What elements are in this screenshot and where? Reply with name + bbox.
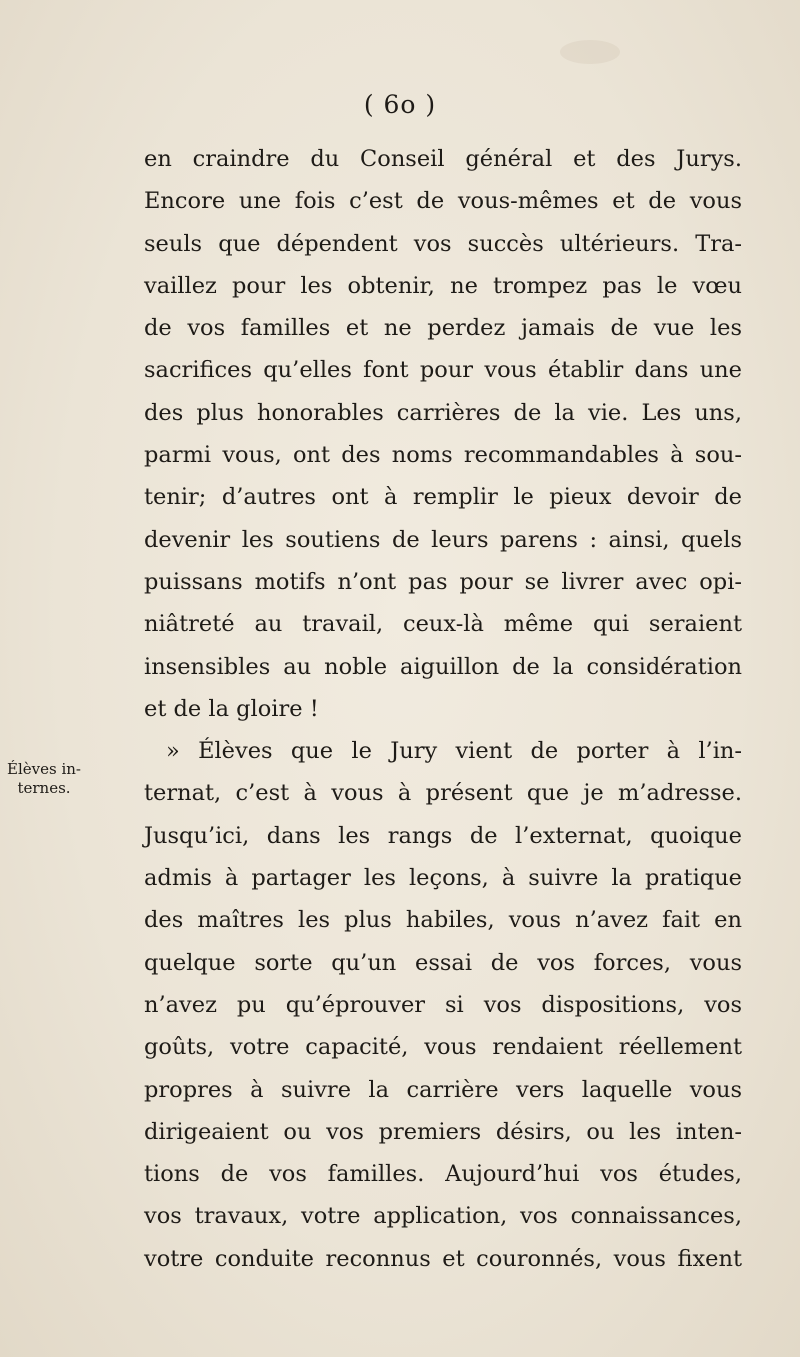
text-line: des plus honorables carrières de la vie. Les uns, [144,399,742,426]
text-line: vos travaux, votre application, vos connaissances, [144,1203,742,1230]
text-line: votre conduite reconnus et couronnés, vous fixent [144,1245,742,1272]
text-line: Jusqu’ici, dans les rangs de l’externat, quoique [144,822,742,849]
text-line: seuls que dépendent vos succès ultérieurs. Tra- [144,230,742,257]
text-line: » Élèves que le Jury vient de porter à l’in- [166,738,742,765]
text-line: Encore une fois c’est de vous-mêmes et de vous [144,188,742,215]
text-line: ternat, c’est à vous à présent que je m’adresse. [144,780,742,807]
margin-note-line: ternes. [17,779,71,797]
text-line: des maîtres les plus habiles, vous n’avez fait en [144,907,742,934]
text-line: admis à partager les leçons, à suivre la pratique [144,865,742,892]
margin-note-line: Élèves in- [7,760,81,778]
text-line: vaillez pour les obtenir, ne trompez pas le vœu [144,272,742,299]
text-line: niâtreté au travail, ceux-là même qui seraient [144,611,742,638]
text-line: propres à suivre la carrière vers laquelle vous [144,1076,742,1103]
text-line: de vos familles et ne perdez jamais de vue les [144,315,742,342]
text-line: devenir les soutiens de leurs parens : ainsi, quels [144,526,742,553]
text-line: puissans motifs n’ont pas pour se livrer avec opi- [144,568,742,595]
body-text [144,138,742,1280]
text-line: goûts, votre capacité, vous rendaient réellement [144,1034,742,1061]
text-line: dirigeaient ou vos premiers désirs, ou les inten- [144,1118,742,1145]
paper-stain [560,40,620,64]
text-line: sacrifices qu’elles font pour vous établir dans une [144,357,742,384]
text-line: insensibles au noble aiguillon de la considération [144,653,742,680]
text-line: n’avez pu qu’éprouver si vos dispositions, vos [144,991,742,1018]
text-line: en craindre du Conseil général et des Jurys. [144,146,742,172]
text-line: tenir; d’autres ont à remplir le pieux devoir de [144,484,742,511]
text-line: et de la gloire ! [144,695,319,722]
margin-note [6,760,82,798]
text-line: tions de vos familles. Aujourd’hui vos études, [144,1161,742,1188]
text-line: quelque sorte qu’un essai de vos forces, vous [144,949,742,976]
text-line: parmi vous, ont des noms recommandables à sou- [144,442,742,469]
page-number: ( 6o ) [363,90,437,119]
